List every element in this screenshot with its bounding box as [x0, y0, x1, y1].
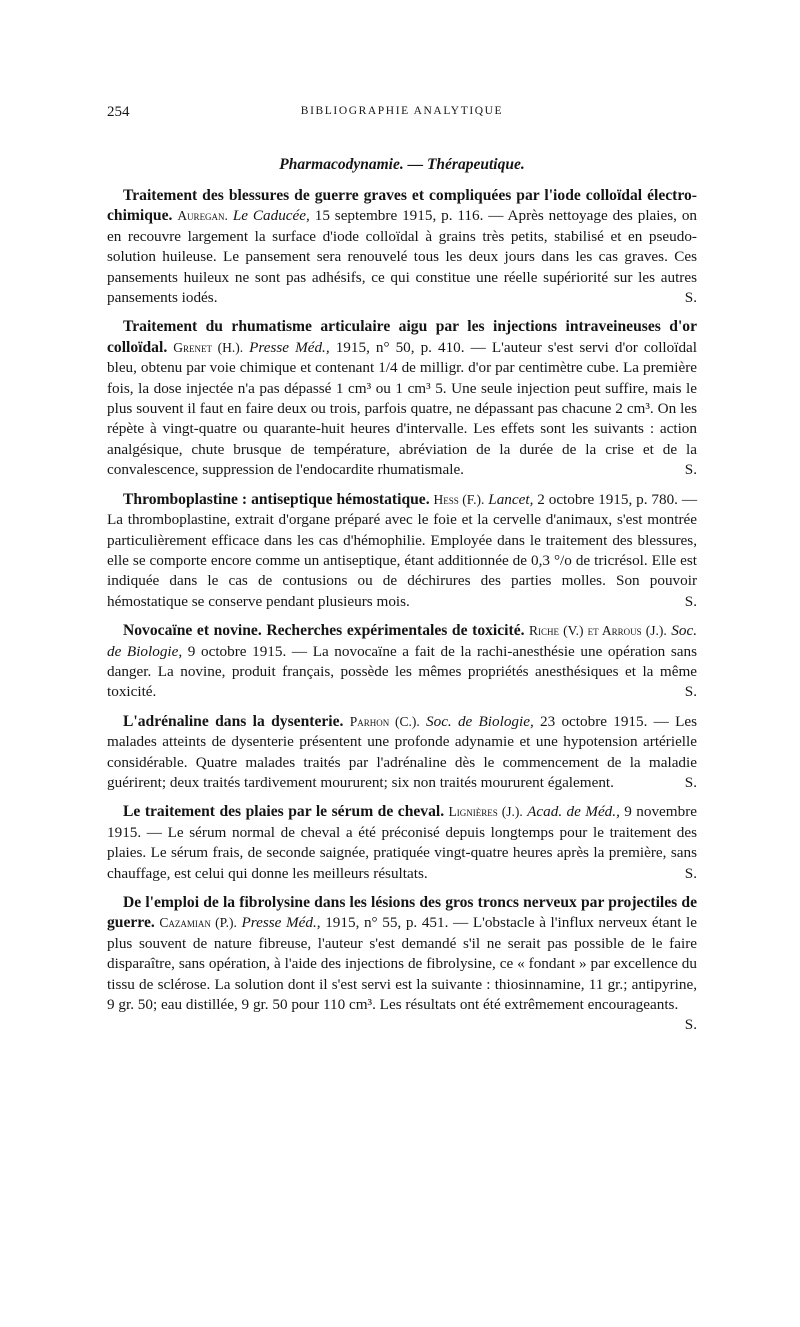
entry-title: Le traitement des plaies par le sérum de cheval.: [123, 803, 445, 821]
entry-body: L'auteur s'est servi d'or colloïdal bleu, obtenu par voie chimique et contenant 1/4 de milligr. d'or par centimètre cube. La première fois, la dose injectée n'a pas dépassé 1 cm³ ou 1 cm³ 5. Une seule injection peut suffire, mais le plus souvent il faut en faire deux ou trois, parfois quatre, ne dépassant pas chacune 2 cm³. On les répète à vingt-quatre ou quarante-huit heures d'intervalle. Les effets sont les suivants : action analgésique, chute brusque de température, abréviation de la durée de la crise et de la convalescence, suppression de l'endocardite rhumatismale.: [107, 338, 698, 479]
entry-body: La novocaïne a fait de la rachi-anesthésie une opération sans danger. La novine, produit français, possède les mêmes propriétés anesthésiques et la même toxicité.: [107, 642, 698, 701]
entry-author: Parhon (C.).: [349, 713, 420, 729]
bibliography-entry: [107, 893, 697, 1036]
entry-signature: S.: [684, 1016, 697, 1034]
bibliography-entry: [107, 317, 697, 480]
entry-body: Après nettoyage des plaies, on en recouvre largement la surface d'iode colloïdal à grains très petits, stabilisé et en pseudo-solution huileuse. Le pansement sera renouvelé tous les deux jours dans les cas graves. Ces pansements huileux ne sont pas adhésifs, ce qui constitue une réelle supériorité sur les autres pansements iodés.: [107, 207, 698, 307]
entry-author: Cazamian (P.).: [159, 915, 237, 931]
entry-reference: 15 septembre 1915, p. 116. —: [314, 207, 504, 225]
entry-author: Auregan.: [177, 208, 228, 224]
entry-title: Traitement des blessures de guerre graves et compliquées par l'iode colloïdal électro-chimique.: [107, 187, 697, 225]
entry-signature: S.: [684, 683, 697, 701]
entry-title: Traitement du rhumatisme articulaire aigu par les injections intraveineuses d'or colloïdal.: [107, 318, 697, 356]
entry-signature: S.: [684, 289, 697, 307]
entry-source: Soc. de Biologie,: [426, 712, 534, 730]
section-title: Pharmacodynamie. — Thérapeutique.: [279, 156, 525, 173]
entry-signature: S.: [684, 461, 697, 479]
entry-body: Le sérum normal de cheval a été préconisé depuis longtemps pour le traitement des plaies. Le sérum frais, de seconde saignée, pratiquée vingt-quatre heures après la première, sans chauffage, est celui qui donne les meilleurs résultats.: [107, 823, 697, 882]
entry-author: Riche (V.) et Arrous (J.).: [529, 623, 667, 639]
entry-reference: 1915, n° 55, p. 451. —: [325, 914, 469, 932]
entry-reference: 2 octobre 1915, p. 780. —: [537, 490, 698, 508]
entry-reference: 1915, n° 50, p. 410. —: [335, 338, 486, 356]
entry-signature: S.: [684, 592, 697, 610]
running-title: BIBLIOGRAPHIE ANALYTIQUE: [300, 105, 504, 117]
entry-title: L'adrénaline dans la dysenterie.: [123, 712, 344, 730]
bibliography-entry: [107, 621, 697, 703]
bibliography-entry: [107, 712, 697, 794]
entry-reference: 9 octobre 1915. —: [187, 642, 308, 660]
entry-author: Hess (F.).: [433, 491, 485, 507]
bibliography-entry: [107, 490, 697, 612]
entry-body: Les malades atteints de dysenterie présentent une profonde adynamie et une hypotension artérielle considérable. Quatre malades traités par l'adrénaline dès le commencement de la maladie guérirent; deux traités tardivement moururent; six non traités moururent également.: [107, 712, 697, 791]
entries-list: [107, 186, 697, 1045]
entry-source: Lancet,: [488, 490, 534, 508]
entry-author: Lignières (J.).: [448, 804, 523, 820]
entry-reference: 9 novembre 1915. —: [107, 803, 698, 841]
entry-source: Le Caducée,: [232, 207, 310, 225]
entry-author: Grenet (H.).: [173, 339, 244, 355]
entry-title: Novocaïne et novine. Recherches expérimentales de toxicité.: [123, 622, 525, 640]
entry-title: Thromboplastine : antiseptique hémostatique.: [123, 490, 430, 508]
entry-body: La thromboplastine, extrait d'organe préparé avec le foie et la cervelle d'animaux, s'est montrée particulièrement efficace dans les cas d'hémophilie. Employée dans le traitement des blessures, elle se comporte encore comme un antiseptique, étant additionnée de 0,3 °/o de tricrésol. Elle est indiquée dans le cas de contusions ou de déchirures des parties molles. Son pouvoir hémostatique se conserve pendant plusieurs mois.: [107, 511, 697, 610]
entry-title: De l'emploi de la fibrolysine dans les lésions des gros troncs nerveux par projectiles de guerre.: [107, 894, 697, 932]
bibliography-entry: [107, 802, 697, 884]
entry-body: L'obstacle à l'influx nerveux étant le plus souvent de nature fibreuse, l'auteur s'est demandé s'il ne serait pas possible de le faire disparaître, sans opération, à l'aide des injections de fibrolysine, ce « fondant » par excellence du tissu de sclérose. La solution dont il s'est servi est la suivante : thiosinnamine, 11 gr.; antipyrine, 9 gr. 50; eau distillée, 9 gr. 50 pour 110 cm³. Les résultats ont été extrêmement encourageants.: [107, 914, 698, 1014]
entry-reference: 23 octobre 1915. —: [540, 712, 669, 730]
entry-source: Soc. de Biologie,: [107, 622, 698, 660]
entry-signature: S.: [684, 773, 697, 791]
bibliography-entry: [107, 186, 697, 308]
entry-signature: S.: [684, 864, 697, 882]
page-number: 254: [107, 104, 130, 120]
entry-source: Presse Méd.,: [241, 914, 321, 932]
entry-source: Acad. de Méd.,: [527, 803, 620, 821]
entry-source: Presse Méd.,: [249, 338, 330, 356]
running-head: [107, 104, 697, 124]
